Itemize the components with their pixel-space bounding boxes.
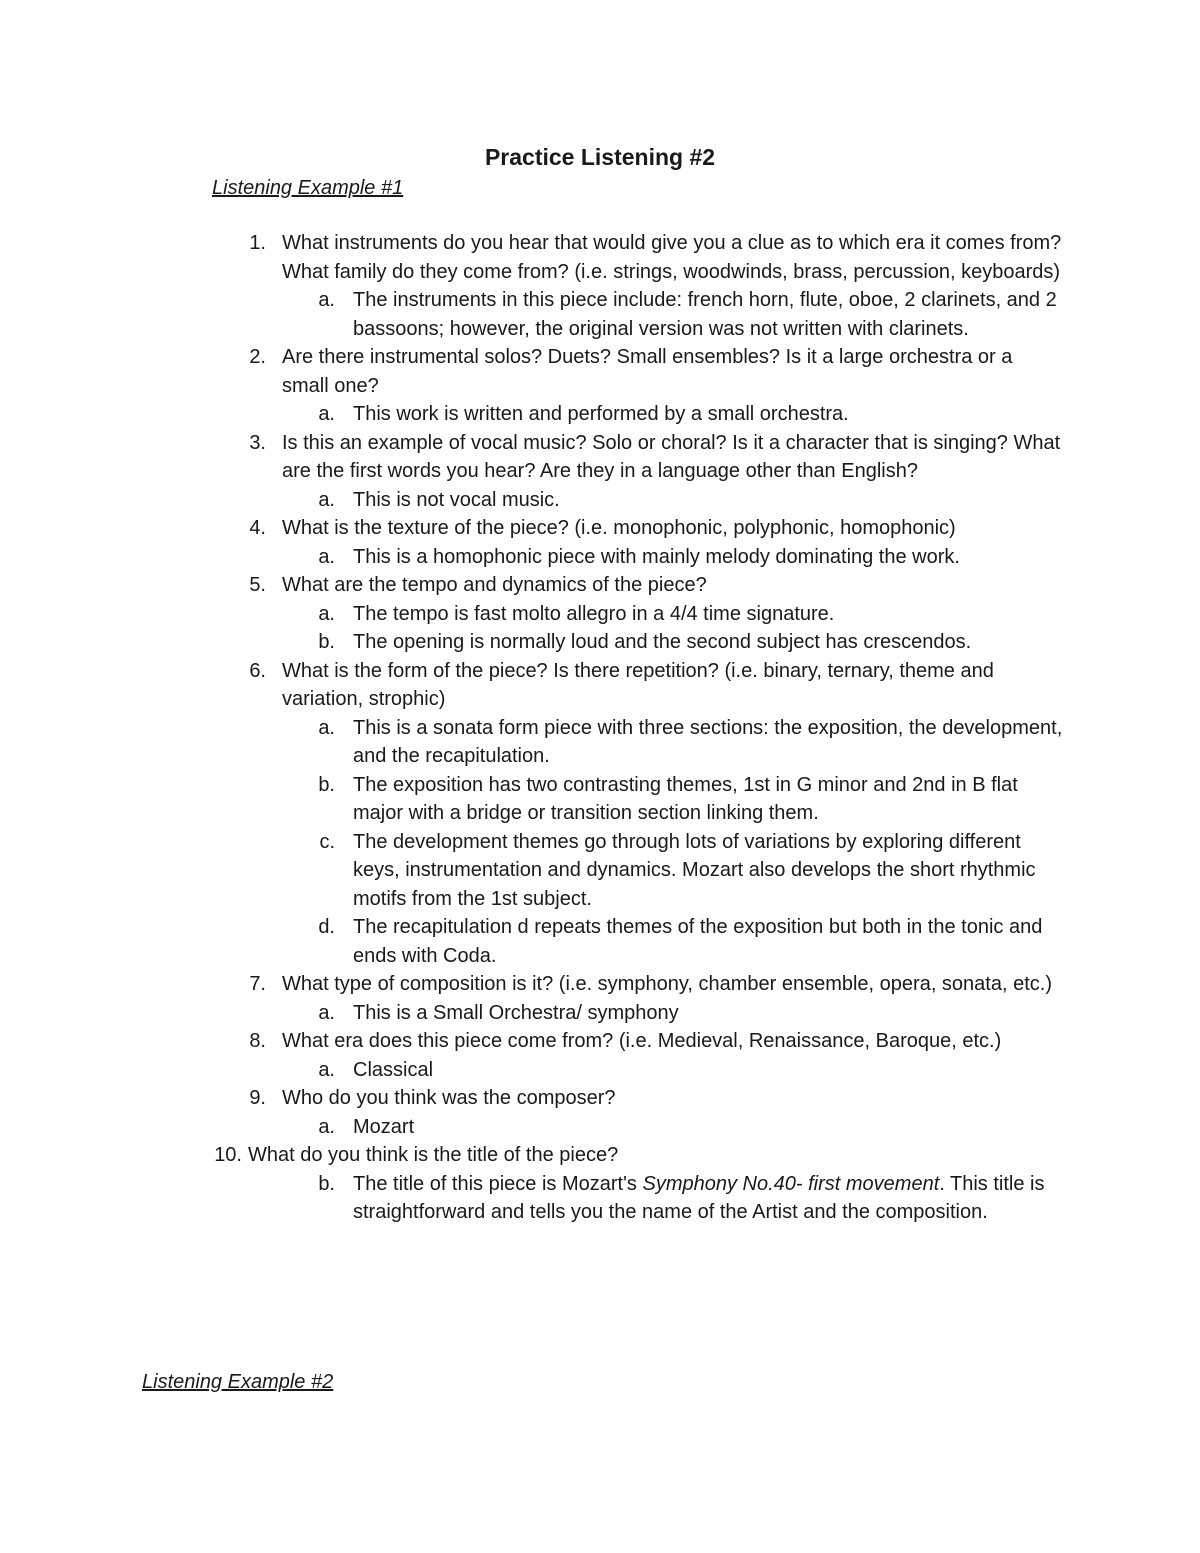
answer-text: This work is written and performed by a small orchestra. bbox=[353, 403, 849, 425]
answer-letter: a. bbox=[318, 289, 335, 311]
question-item bbox=[0, 1141, 1062, 1170]
question-item bbox=[0, 970, 1062, 999]
question-item bbox=[0, 1027, 1062, 1056]
answer-letter: c. bbox=[319, 830, 335, 853]
answer-item bbox=[0, 714, 1063, 771]
answer-letter: b. bbox=[318, 1172, 335, 1195]
section-heading-example-2: Listening Example #2 bbox=[142, 1371, 334, 1393]
question-text: What is the texture of the piece? (i.e. monophonic, polyphonic, homophonic) bbox=[282, 517, 956, 539]
question-text: What instruments do you hear that would give you a clue as to which era it comes from? What family do they come from? (i.e. strings, woodwinds, brass, percussion, keyboards) bbox=[282, 232, 1062, 283]
answer-text: The opening is normally loud and the second subject has crescendos. bbox=[353, 631, 972, 653]
answer-item bbox=[0, 999, 1063, 1028]
answer-item bbox=[0, 771, 1063, 828]
question-item bbox=[0, 1084, 1062, 1113]
question-number: 2. bbox=[249, 346, 266, 368]
answer-text: This is not vocal music. bbox=[353, 488, 560, 511]
answer-letter: a. bbox=[318, 545, 335, 568]
question-item bbox=[0, 571, 1062, 600]
answer-text: Classical bbox=[353, 1058, 434, 1081]
answer-item bbox=[0, 628, 1063, 657]
question-item bbox=[0, 514, 1062, 543]
answer-letter: a. bbox=[318, 403, 335, 425]
question-item bbox=[0, 343, 1062, 400]
question-number: 6. bbox=[249, 659, 266, 682]
answer-letter: a. bbox=[318, 1001, 335, 1024]
answer-text: The exposition has two contrasting themes, 1st in G minor and 2nd in B flat major with a bridge or transition section linking them. bbox=[353, 773, 1018, 824]
question-list bbox=[0, 229, 1200, 1227]
question-text: Is this an example of vocal music? Solo or choral? Is it a character that is singing? What are the first words you hear? Are they in a language other than English? bbox=[282, 431, 1061, 482]
answer-letter: a. bbox=[318, 1115, 335, 1138]
answer-text: This is a Small Orchestra/ symphony bbox=[353, 1001, 679, 1024]
answer-item bbox=[0, 486, 1063, 515]
question-item bbox=[0, 429, 1062, 486]
answer-letter: d. bbox=[318, 916, 335, 938]
answer-text: The recapitulation d repeats themes of the exposition but both in the tonic and ends with Coda. bbox=[353, 916, 1043, 967]
question-number: 10. bbox=[214, 1144, 242, 1166]
answer-item bbox=[0, 400, 1063, 429]
answer-item bbox=[0, 600, 1063, 629]
answer-item bbox=[0, 1056, 1063, 1085]
question-number: 4. bbox=[249, 517, 266, 539]
question-text: What type of composition is it? (i.e. symphony, chamber ensemble, opera, sonata, etc.) bbox=[282, 973, 1052, 995]
answer-item bbox=[0, 1170, 1063, 1227]
question-text: Are there instrumental solos? Duets? Small ensembles? Is it a large orchestra or a small one? bbox=[282, 346, 1013, 397]
answer-text bbox=[353, 1173, 1044, 1224]
question-number: 9. bbox=[249, 1087, 266, 1109]
question-item bbox=[0, 657, 1062, 714]
answer-text: This is a homophonic piece with mainly melody dominating the work. bbox=[353, 545, 960, 568]
question-text: What is the form of the piece? Is there repetition? (i.e. binary, ternary, theme and variation, strophic) bbox=[282, 659, 994, 710]
answer-letter: a. bbox=[318, 602, 335, 625]
answer-letter: a. bbox=[318, 488, 335, 511]
answer-item bbox=[0, 1113, 1063, 1142]
answer-item bbox=[0, 828, 1063, 914]
question-number: 5. bbox=[249, 574, 266, 596]
question-text: Who do you think was the composer? bbox=[282, 1087, 616, 1109]
answer-text: The tempo is fast molto allegro in a 4/4 time signature. bbox=[353, 602, 835, 625]
question-number: 3. bbox=[249, 431, 266, 454]
answer-text: This is a sonata form piece with three sections: the exposition, the development, and the recapitulation. bbox=[353, 716, 1063, 767]
answer-letter: a. bbox=[318, 1058, 335, 1081]
answer-letter: a. bbox=[318, 716, 335, 739]
page-title: Practice Listening #2 bbox=[484, 144, 716, 170]
answer-text: The development themes go through lots of variations by exploring different keys, instrumentation and dynamics. Mozart also develops the short rhythmic motifs from the 1st subject. bbox=[353, 830, 1036, 910]
answer-item bbox=[0, 543, 1063, 572]
answer-letter: b. bbox=[318, 773, 335, 796]
answer-item bbox=[0, 913, 1063, 970]
question-text: What do you think is the title of the piece? bbox=[248, 1144, 619, 1166]
question-number: 7. bbox=[249, 973, 266, 995]
answer-text-pre: The title of this piece is Mozart's bbox=[353, 1172, 643, 1195]
answer-text: The instruments in this piece include: french horn, flute, oboe, 2 clarinets, and 2 bassoons; however, the original version was not written with clarinets. bbox=[353, 289, 1057, 340]
question-text: What era does this piece come from? (i.e. Medieval, Renaissance, Baroque, etc.) bbox=[282, 1030, 1002, 1052]
answer-text-post: . This title is straightforward and tells you the name of the Artist and the composition. bbox=[353, 1172, 1045, 1223]
question-text: What are the tempo and dynamics of the piece? bbox=[282, 574, 707, 596]
piece-title: Symphony No.40- first movement bbox=[642, 1172, 940, 1195]
answer-text: Mozart bbox=[353, 1115, 415, 1138]
answer-letter: b. bbox=[318, 631, 335, 653]
answer-item bbox=[0, 286, 1063, 343]
question-number: 1. bbox=[249, 232, 266, 254]
question-number: 8. bbox=[249, 1030, 266, 1052]
question-item bbox=[0, 229, 1062, 286]
section-heading-example-1: Listening Example #1 bbox=[212, 177, 404, 199]
